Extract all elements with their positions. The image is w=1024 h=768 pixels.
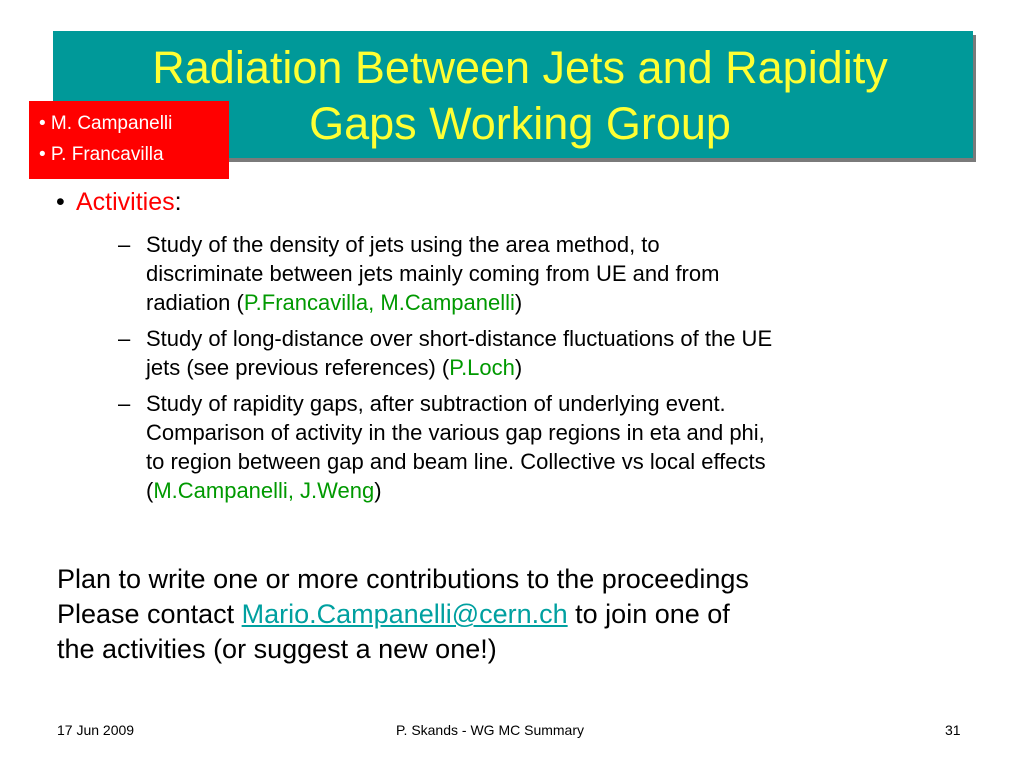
item-line: Study of long-distance over short-distance fluctuations of the UE [146,326,773,351]
activities-label: Activities [76,188,175,216]
title-line-1: Radiation Between Jets and Rapidity [152,42,888,93]
email-link[interactable]: Mario.Campanelli@cern.ch [241,599,568,629]
item-line: Study of the density of jets using the area method, to [146,232,660,257]
item-names: M.Campanelli, J.Weng [153,478,375,503]
title-line-2: Gaps Working Group [309,98,731,149]
authors-box [29,101,229,179]
dash-icon: – [118,232,131,257]
author-2: • P. Francavilla [39,144,164,165]
dash-icon: – [118,391,131,416]
dash-icon: – [118,326,131,351]
list-item [118,324,978,382]
footer-center: P. Skands - WG MC Summary [396,722,585,738]
item-line: radiation (P.Francavilla, M.Campanelli) [146,290,523,315]
activities-list [118,230,978,512]
item-line: discriminate between jets mainly coming from UE and from [146,261,720,286]
activities-heading [56,186,182,218]
bullet-icon: • [56,188,65,216]
footer-date: 17 Jun 2009 [57,722,135,738]
author-1: • M. Campanelli [39,113,173,134]
item-names: P.Loch [449,355,515,380]
list-item [118,230,978,317]
item-line: jets (see previous references) (P.Loch) [146,355,523,380]
item-line: (M.Campanelli, J.Weng) [146,478,382,503]
footer-page-number: 31 [945,722,961,738]
activities-colon: : [174,188,182,216]
plan-line-3: the activities (or suggest a new one!) [57,634,497,664]
plan-text [57,562,987,667]
plan-line-1: Plan to write one or more contributions to the proceedings [57,564,749,594]
list-item [118,389,978,505]
plan-line-2: Please contact Mario.Campanelli@cern.ch to join one of [57,599,730,629]
item-names: P.Francavilla, M.Campanelli [243,290,515,315]
item-line: Comparison of activity in the various gap regions in eta and phi, [146,420,765,445]
item-line: Study of rapidity gaps, after subtraction of underlying event. [146,391,726,416]
item-line: to region between gap and beam line. Collective vs local effects [146,449,766,474]
